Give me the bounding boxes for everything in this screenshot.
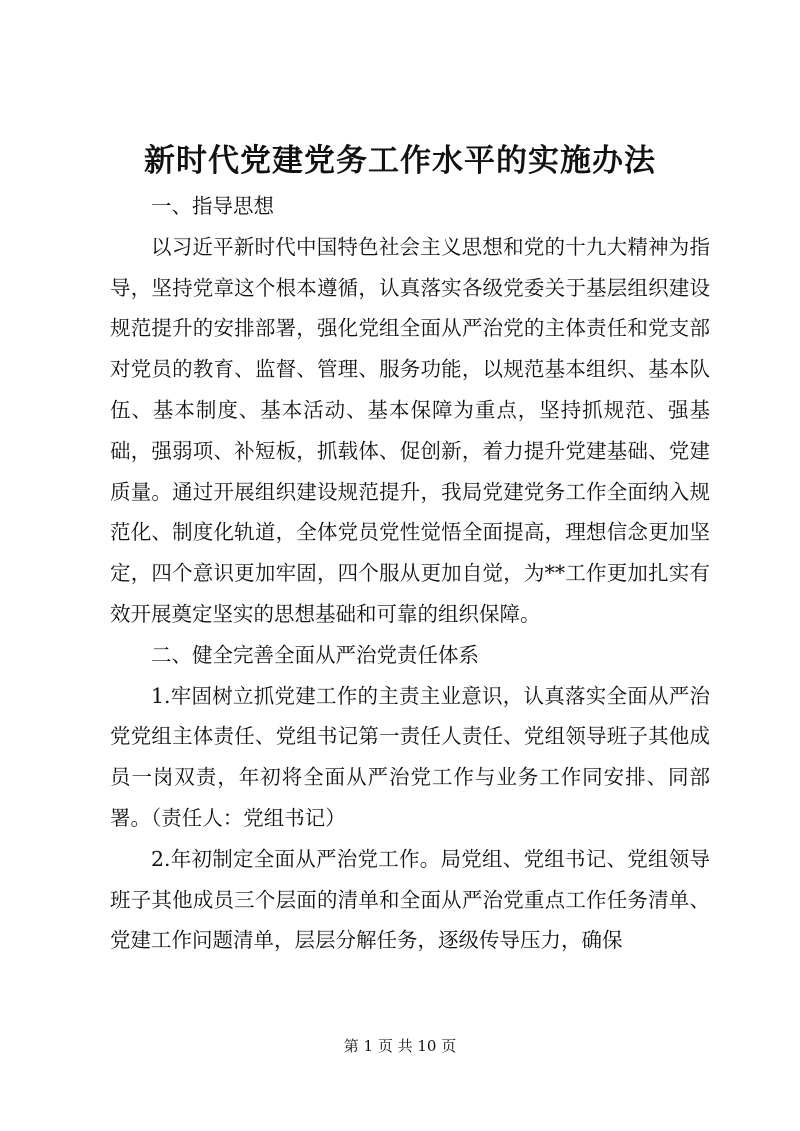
page-number: 第 1 页 共 10 页: [343, 1037, 457, 1055]
list-item-2: 2.年初制定全面从严治党工作。局党组、党组书记、党组领导班子其他成员三个层面的清单和全面从严治党重点工作任务清单、党建工作问题清单，层层分解任务，逐级传导压力，确保: [110, 846, 710, 953]
document-body: [110, 186, 710, 961]
section-heading-2: 二、健全完善全面从严治党责任体系: [151, 642, 479, 667]
section-paragraph-1: 以习近平新时代中国特色社会主义思想和党的十九大精神为指导，坚持党章这个根本遵循，认真落实各级党委关于基层组织建设规范提升的安排部署，强化党组全面从严治党的主体责任和党支部对党员的教育、监督、管理、服务功能，以规范基本组织、基本队伍、基本制度、基本活动、基本保障为重点，坚持抓规范、强基础，强弱项、补短板，抓载体、促创新，着力提升党建基础、党建质量。通过开展组织建设规范提升，我局党建党务工作全面纳入规范化、制度化轨道，全体党员党性觉悟全面提高，理想信念更加坚定，四个意识更加牢固，四个服从更加自觉，为**工作更加扎实有效开展奠定坚实的思想基础和可靠的组织保障。: [110, 234, 710, 626]
section-heading-1: 一、指导思想: [151, 194, 274, 218]
list-item-1: 1.牢固树立抓党建工作的主责主业意识，认真落实全面从严治党党组主体责任、党组书记第一责任人责任、党组领导班子其他成员一岗双责，年初将全面从严治党工作与业务工作同安排、同部署。（责任人：党组书记）: [110, 683, 710, 830]
document-title: 新时代党建党务工作水平的实施办法: [144, 143, 656, 179]
